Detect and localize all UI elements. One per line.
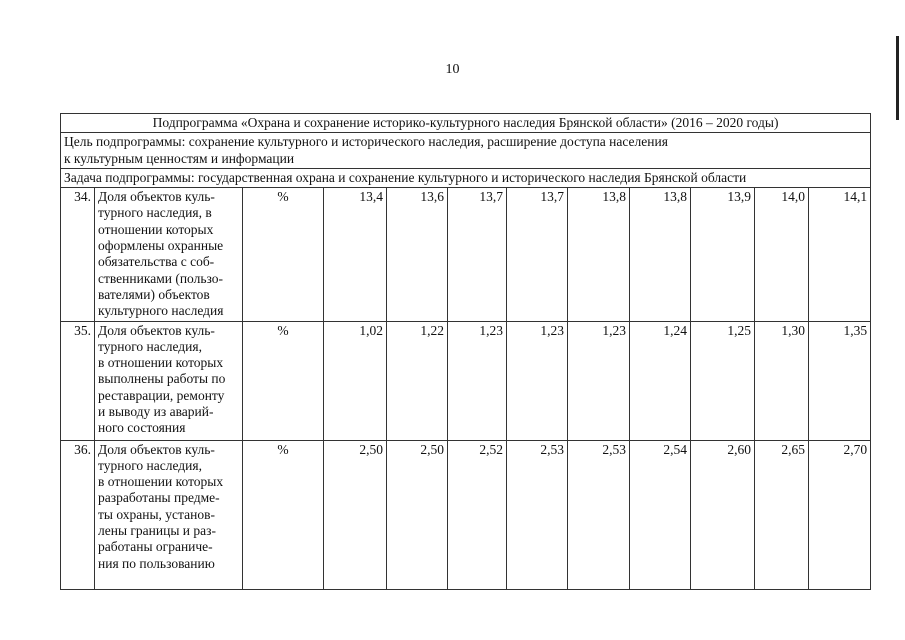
subprogram-header: Подпрограмма «Охрана и сохранение историко-культурного наследия Брянской области» (2016 – 2020 годы) [61,114,871,133]
indicator-line: Доля объектов куль- [98,322,215,338]
value-cell: 2,70 [809,440,871,589]
unit-cell: % [243,440,324,589]
indicator-name [95,440,243,589]
table-row [61,321,871,440]
indicator-name [95,321,243,440]
indicator-line: обязательства с соб- [98,254,215,270]
value-cell: 1,25 [691,321,755,440]
indicator-line: лены границы и раз- [98,523,216,539]
row-number: 34. [61,188,95,321]
value-cell: 2,54 [630,440,691,589]
value-cell: 2,53 [507,440,568,589]
goal-row [61,133,871,169]
value-cell: 1,02 [324,321,387,440]
value-cell: 13,4 [324,188,387,321]
indicator-line: Доля объектов куль- [98,441,215,457]
indicator-line: Доля объектов куль- [98,189,215,205]
value-cell: 13,8 [630,188,691,321]
value-cell: 14,1 [809,188,871,321]
indicator-line: и выводу из аварий- [98,404,214,420]
page-number: 10 [445,62,460,77]
value-cell: 1,22 [387,321,448,440]
indicator-line: в отношении которых [98,474,224,490]
table-row [61,440,871,589]
indicator-line: выполнены работы по [98,371,226,387]
indicator-line: ного состояния [98,420,186,436]
subprogram-header-row [61,114,871,133]
value-cell: 13,6 [387,188,448,321]
indicator-line: турного наследия, [98,338,202,354]
value-cell: 1,24 [630,321,691,440]
indicator-line: турного наследия, [98,457,202,473]
indicator-line: ния по пользованию [98,555,215,571]
indicator-line: вателями) объектов [98,286,210,302]
value-cell: 2,50 [387,440,448,589]
indicator-line: отношении которых [98,221,214,237]
unit-cell: % [243,188,324,321]
row-number: 35. [61,321,95,440]
indicator-line: разработаны предме- [98,490,220,506]
goal-line-1: Цель подпрограммы: сохранение культурного и исторического наследия, расширение доступа населения [64,134,668,150]
value-cell: 1,23 [507,321,568,440]
value-cell: 2,53 [568,440,630,589]
indicator-line: турного наследия, в [98,205,212,221]
indicator-line: реставрации, ремонту [98,387,225,403]
indicator-line: работаны ограниче- [98,539,213,555]
value-cell: 14,0 [755,188,809,321]
value-cell: 2,52 [448,440,507,589]
value-cell: 1,23 [568,321,630,440]
indicator-line: в отношении которых [98,355,224,371]
goal-line-2: к культурным ценностям и информации [64,150,295,166]
indicator-line: культурного наследия [98,303,224,319]
task-cell: Задача подпрограммы: государственная охрана и сохранение культурного и исторического наследия Брянской области [61,168,871,187]
value-cell: 1,35 [809,321,871,440]
indicator-line: ты охраны, установ- [98,506,215,522]
value-cell: 13,8 [568,188,630,321]
value-cell: 13,9 [691,188,755,321]
value-cell: 2,60 [691,440,755,589]
indicators-table [60,113,871,590]
scan-edge-mark [896,36,899,120]
value-cell: 2,65 [755,440,809,589]
indicator-line: оформлены охранные [98,238,224,254]
task-row [61,168,871,187]
row-number: 36. [61,440,95,589]
indicator-line: ственниками (пользо- [98,270,224,286]
table-row [61,188,871,321]
indicator-name [95,188,243,321]
value-cell: 13,7 [448,188,507,321]
value-cell: 13,7 [507,188,568,321]
value-cell: 2,50 [324,440,387,589]
goal-cell [61,133,871,169]
value-cell: 1,23 [448,321,507,440]
unit-cell: % [243,321,324,440]
value-cell: 1,30 [755,321,809,440]
